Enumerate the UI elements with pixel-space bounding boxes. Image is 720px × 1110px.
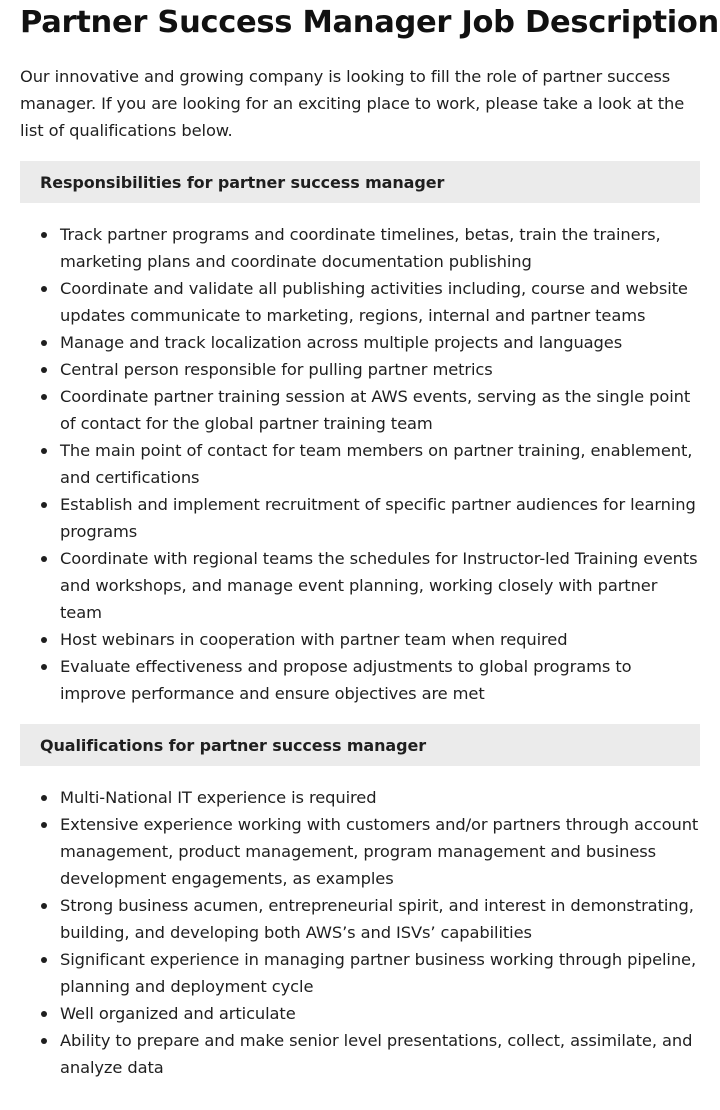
list-item-text: Multi-National IT experience is required — [60, 788, 377, 807]
bullet-icon — [41, 822, 47, 828]
bullet-icon — [41, 367, 47, 373]
responsibilities-heading: Responsibilities for partner success manager — [20, 161, 700, 203]
bullet-icon — [41, 286, 47, 292]
page-title: Partner Success Manager Job Description — [20, 5, 719, 40]
qualifications-list — [20, 784, 700, 1081]
bullet-icon — [41, 1038, 47, 1044]
list-item-text: Evaluate effectiveness and propose adjustments to global programs to improve performance and ensure objectives are met — [60, 657, 632, 703]
list-item — [20, 1027, 700, 1081]
intro-paragraph: Our innovative and growing company is looking to fill the role of partner success manager. If you are looking for an exciting place to work, please take a look at the list of qualifications below. — [20, 67, 685, 140]
bullet-icon — [41, 340, 47, 346]
list-item-text: Well organized and articulate — [60, 1004, 296, 1023]
list-item — [20, 946, 700, 1000]
qualifications-heading: Qualifications for partner success manager — [20, 724, 700, 766]
list-item-text: Manage and track localization across multiple projects and languages — [60, 333, 623, 352]
list-item-text: Strong business acumen, entrepreneurial spirit, and interest in demonstrating, building, and developing both AWS’s and ISVs’ capabilities — [60, 896, 694, 942]
list-item — [20, 1000, 700, 1027]
responsibilities-list — [20, 221, 700, 707]
list-item — [20, 383, 700, 437]
list-item-text: Ability to prepare and make senior level presentations, collect, assimilate, and analyze data — [60, 1031, 693, 1077]
list-item — [20, 356, 700, 383]
list-item-text: Central person responsible for pulling partner metrics — [60, 360, 493, 379]
bullet-icon — [41, 394, 47, 400]
bullet-icon — [41, 664, 47, 670]
list-item-text: The main point of contact for team members on partner training, enablement, and certifications — [60, 441, 693, 487]
list-item — [20, 784, 700, 811]
list-item — [20, 491, 700, 545]
list-item — [20, 892, 700, 946]
bullet-icon — [41, 1011, 47, 1017]
bullet-icon — [41, 637, 47, 643]
list-item-text: Coordinate partner training session at AWS events, serving as the single point of contact for the global partner training team — [60, 387, 691, 433]
list-item — [20, 221, 700, 275]
bullet-icon — [41, 502, 47, 508]
list-item — [20, 329, 700, 356]
list-item — [20, 545, 700, 626]
list-item-text: Coordinate with regional teams the schedules for Instructor-led Training events and workshops, and manage event planning, working closely with partner team — [60, 549, 698, 622]
list-item-text: Establish and implement recruitment of specific partner audiences for learning programs — [60, 495, 696, 541]
list-item — [20, 437, 700, 491]
list-item-text: Extensive experience working with customers and/or partners through account management, product management, program management and business development engagements, as examples — [60, 815, 699, 888]
list-item-text: Track partner programs and coordinate timelines, betas, train the trainers, marketing plans and coordinate documentation publishing — [60, 225, 661, 271]
bullet-icon — [41, 448, 47, 454]
list-item — [20, 275, 700, 329]
bullet-icon — [41, 556, 47, 562]
bullet-icon — [41, 957, 47, 963]
bullet-icon — [41, 903, 47, 909]
list-item-text: Coordinate and validate all publishing activities including, course and website updates communicate to marketing, regions, internal and partner teams — [60, 279, 688, 325]
bullet-icon — [41, 795, 47, 801]
list-item-text: Host webinars in cooperation with partner team when required — [60, 630, 568, 649]
list-item — [20, 653, 700, 707]
bullet-icon — [41, 232, 47, 238]
list-item — [20, 626, 700, 653]
list-item-text: Significant experience in managing partner business working through pipeline, planning and deployment cycle — [60, 950, 697, 996]
list-item — [20, 811, 700, 892]
